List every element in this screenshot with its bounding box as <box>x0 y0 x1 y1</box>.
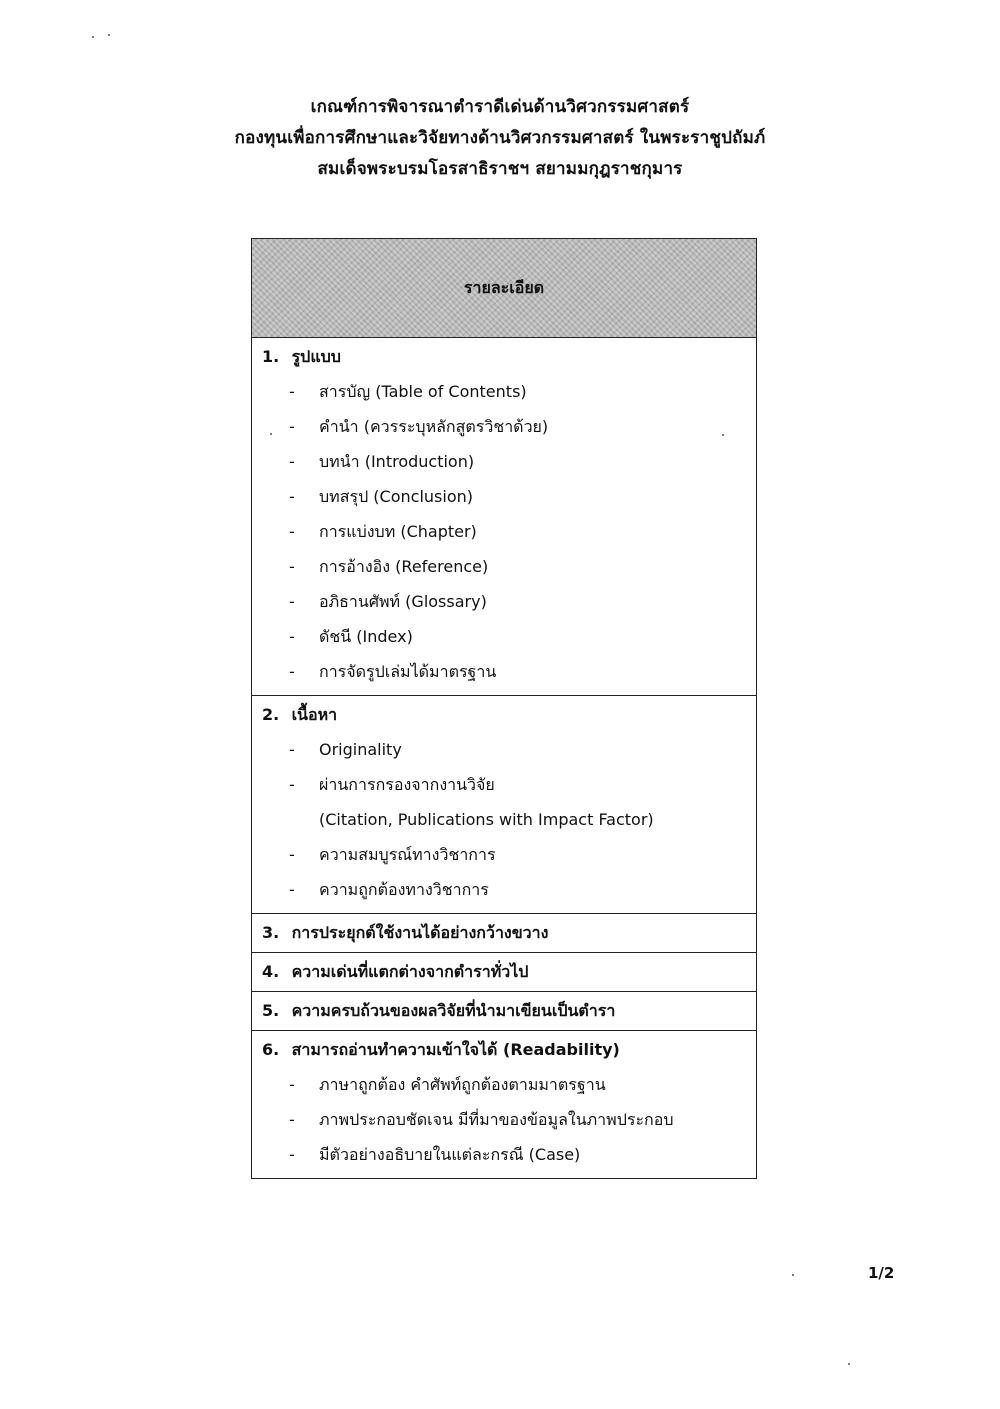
section-items-2 <box>262 732 756 907</box>
section-cell-5 <box>252 992 757 1031</box>
list-item: - Originality <box>262 732 756 767</box>
section-number: 6. <box>262 1040 280 1059</box>
section-row-6 <box>252 1031 757 1179</box>
section-cell-4 <box>252 953 757 992</box>
scan-speck <box>722 434 724 436</box>
section-heading-3 <box>262 916 756 950</box>
document-title <box>0 92 1000 185</box>
title-line-3: สมเด็จพระบรมโอรสาธิราชฯ สยามมกุฎราชกุมาร <box>317 159 683 179</box>
list-item: - การอ้างอิง (Reference) <box>262 549 756 584</box>
list-item: - การจัดรูปเล่มได้มาตรฐาน <box>262 654 756 689</box>
bullet-dash: - <box>289 845 295 864</box>
section-cell-1 <box>252 338 757 696</box>
list-item: - การแบ่งบท (Chapter) <box>262 514 756 549</box>
section-items-1 <box>262 374 756 689</box>
bullet-dash: - <box>289 880 295 899</box>
list-item: - บทสรุป (Conclusion) <box>262 479 756 514</box>
section-heading-2 <box>262 698 756 732</box>
section-label: สามารถอ่านทำความเข้าใจได้ (Readability) <box>291 1040 620 1059</box>
list-item: - มีตัวอย่างอธิบายในแต่ละกรณี (Case) <box>262 1137 756 1172</box>
table-header-row <box>252 239 757 338</box>
section-cell-2 <box>252 696 757 914</box>
table-header-cell: รายละเอียด <box>252 239 757 338</box>
bullet-dash: - <box>289 775 295 794</box>
bullet-dash: - <box>289 592 295 611</box>
section-heading-5 <box>262 994 756 1028</box>
section-cell-6 <box>252 1031 757 1179</box>
section-row-4 <box>252 953 757 992</box>
page-number: 1/2 <box>868 1264 895 1282</box>
bullet-dash: - <box>289 522 295 541</box>
scan-speck <box>792 1274 794 1276</box>
bullet-dash: - <box>289 557 295 576</box>
section-items-6 <box>262 1067 756 1172</box>
section-number: 4. <box>262 962 280 981</box>
section-heading-6 <box>262 1033 756 1067</box>
section-label: การประยุกต์ใช้งานได้อย่างกว้างขวาง <box>291 923 549 942</box>
bullet-dash: - <box>289 740 295 759</box>
list-item: - ภาพประกอบชัดเจน มีที่มาของข้อมูลในภาพประกอบ <box>262 1102 756 1137</box>
bullet-dash: - <box>289 487 295 506</box>
bullet-dash: - <box>289 417 295 436</box>
scan-speck <box>108 34 110 36</box>
section-label: รูปแบบ <box>291 347 341 366</box>
section-number: 1. <box>262 347 280 366</box>
section-row-3 <box>252 914 757 953</box>
section-label: เนื้อหา <box>291 705 338 724</box>
list-item: - ความสมบูรณ์ทางวิชาการ <box>262 837 756 872</box>
section-row-5 <box>252 992 757 1031</box>
section-number: 5. <box>262 1001 280 1020</box>
list-item: - ดัชนี (Index) <box>262 619 756 654</box>
list-item: - ภาษาถูกต้อง คำศัพท์ถูกต้องตามมาตรฐาน <box>262 1067 756 1102</box>
section-label: ความเด่นที่แตกต่างจากตำราทั่วไป <box>291 962 529 981</box>
list-item: - ผ่านการกรองจากงานวิจัย <box>262 767 756 802</box>
bullet-dash: - <box>289 662 295 681</box>
scan-speck <box>270 433 272 435</box>
bullet-dash: - <box>289 627 295 646</box>
list-item: - บทนำ (Introduction) <box>262 444 756 479</box>
bullet-dash: - <box>289 1145 295 1164</box>
criteria-table <box>251 238 757 1179</box>
list-item: - สารบัญ (Table of Contents) <box>262 374 756 409</box>
title-line-2: กองทุนเพื่อการศึกษาและวิจัยทางด้านวิศวกรรมศาสตร์ ในพระราชูปถัมภ์ <box>234 128 766 148</box>
section-cell-3 <box>252 914 757 953</box>
section-row-2 <box>252 696 757 914</box>
section-number: 2. <box>262 705 280 724</box>
bullet-dash: - <box>289 1110 295 1129</box>
list-item: - อภิธานศัพท์ (Glossary) <box>262 584 756 619</box>
list-item: - คำนำ (ควรระบุหลักสูตรวิชาด้วย) <box>262 409 756 444</box>
section-row-1 <box>252 338 757 696</box>
section-number: 3. <box>262 923 280 942</box>
list-item-continuation: (Citation, Publications with Impact Factor) <box>319 810 654 829</box>
scan-speck <box>92 36 94 38</box>
list-item: - ความถูกต้องทางวิชาการ <box>262 872 756 907</box>
section-heading-4 <box>262 955 756 989</box>
bullet-dash: - <box>289 1075 295 1094</box>
section-heading-1 <box>262 340 756 374</box>
title-line-1: เกณฑ์การพิจารณาตำราดีเด่นด้านวิศวกรรมศาสตร์ <box>310 97 690 117</box>
section-label: ความครบถ้วนของผลวิจัยที่นำมาเขียนเป็นตำรา <box>291 1001 616 1020</box>
scan-speck <box>848 1363 850 1365</box>
bullet-dash: - <box>289 382 295 401</box>
bullet-dash: - <box>289 452 295 471</box>
